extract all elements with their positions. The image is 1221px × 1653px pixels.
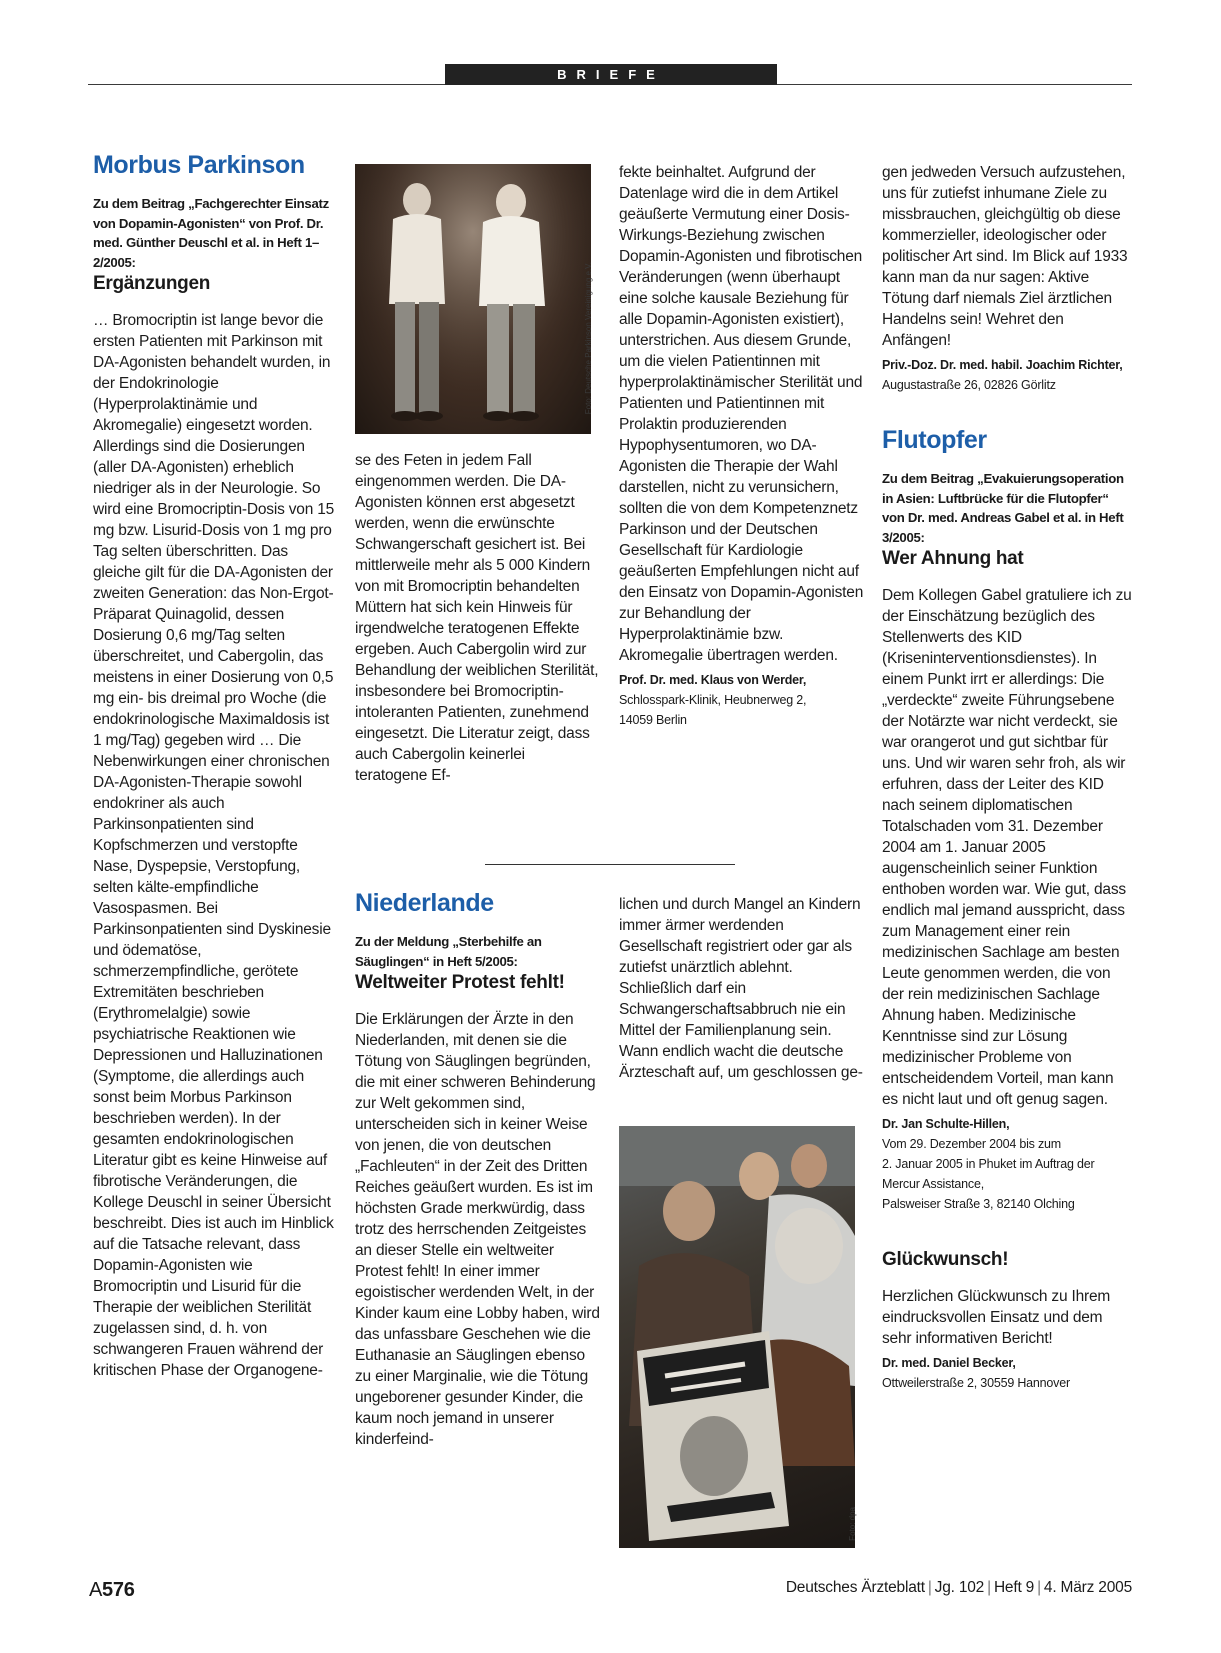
page-number: [89, 1579, 135, 1602]
column-1: [93, 150, 336, 1381]
photo-credit: Foto: Deutsche Parkinson Vereinigung e.V.: [584, 262, 593, 415]
letter-body-continued: se des Feten in jedem Fall eingenommen werden. Die DA-Agonisten können erst abgesetzt werden, wenn die erwünschte Schwangerschaft gesichert ist. Bei mittlerweile mehr als 5 000 Kindern von mit Bromocriptin behandelten Müttern hat sich kein Hinweis für irgendwelche teratogenen Effekte ergeben. Auch Cabergolin wird zur Behandlung der weiblichen Sterilität, insbesondere bei Bromocriptin-intoleranten Patienten, zunehmend eingesetzt. Die Literatur zeigt, dass auch Cabergolin keinerlei teratogene Ef-: [355, 452, 599, 784]
topic-heading-parkinson: Morbus Parkinson: [93, 151, 305, 179]
column-2-lower: [355, 888, 601, 1450]
signature-line: Mercur Assistance,: [882, 1177, 984, 1191]
article-reference: Zu dem Beitrag „Fachgerechter Einsatz von Dopamin-Agonisten“ von Prof. Dr. med. Günther Deuschl et al. in Heft 1–2/2005:: [93, 196, 329, 270]
column-3-lower: [619, 894, 865, 1083]
signature-address: Augustastraße 26, 02826 Görlitz: [882, 378, 1056, 392]
column-4: [882, 162, 1132, 1393]
photo-parkinson-patients: [355, 164, 591, 434]
photo-credit: Foto: dpa: [848, 1507, 857, 1541]
signature-address: Ottweilerstraße 2, 30559 Hannover: [882, 1376, 1070, 1390]
signature-name: Dr. Jan Schulte-Hillen,: [882, 1117, 1010, 1131]
signature-name: Dr. med. Daniel Becker,: [882, 1356, 1016, 1370]
letter-title: Ergänzungen: [93, 273, 211, 294]
letter-title: Weltweiter Protest fehlt!: [355, 972, 565, 993]
letter-body-continued: lichen und durch Mangel an Kindern immer ärmer werdenden Gesellschaft registriert oder gar als zutiefst unärztlich ablehnt. Schließlich darf ein Schwangerschaftsabbruch nie ein Mittel der Familienplanung sein. Wann endlich wacht die deutsche Ärzteschaft auf, um geschlossen ge-: [619, 896, 863, 1081]
letter-body-continued: fekte beinhaltet. Aufgrund der Datenlage wird die in dem Artikel geäußerte Vermutung einer Dosis-Wirkungs-Beziehung zwischen Dopamin-Agonisten und fibrotischen Veränderungen (wenn überhaupt eine solche kausale Beziehung für alle Dopamin-Agonisten existiert), unterstrichen. Aus diesem Grunde, um die vielen Patientinnen mit hyperprolaktinämischer Sterilität und Patienten und Patientinnen mit Prolaktin produzierenden Hypophysentumoren, wo DA-Agonisten die Therapie der Wahl darstellen, nicht zu verunsichern, sollten die von dem Kompetenznetz Parkinson und der Deutschen Gesellschaft für Kardiologie geäußerten Empfehlungen nicht auf den Einsatz von Dopamin-Agonisten zur Behandlung der Hyperprolaktinämie bzw. Akromegalie übertragen werden.: [619, 164, 864, 664]
journal-line: [786, 1579, 1132, 1597]
signature-name: Prof. Dr. med. Klaus von Werder,: [619, 673, 807, 687]
signature-name: Priv.-Doz. Dr. med. habil. Joachim Richter,: [882, 358, 1123, 372]
section-divider: [485, 864, 735, 865]
folio-number: 576: [102, 1579, 135, 1601]
separator: |: [927, 1579, 932, 1596]
journal-date: 4. März 2005: [1043, 1579, 1132, 1596]
signature-block: [619, 670, 865, 730]
article-reference: Zu dem Beitrag „Evakuierungsoperation in Asien: Luftbrücke für die Flutopfer“ von Dr. med. Andreas Gabel et al. in Heft 3/2005:: [882, 471, 1124, 545]
section-label: BRIEFE: [445, 64, 777, 85]
signature-block: [882, 355, 1132, 395]
signature-address: Schlosspark-Klinik, Heubnerweg 2,: [619, 693, 807, 707]
separator: |: [1037, 1579, 1041, 1596]
letter-body: Herzlichen Glückwunsch zu Ihrem eindrucksvollen Einsatz und dem sehr informativen Bericht!: [882, 1288, 1111, 1347]
photo-protest: [619, 1126, 855, 1548]
photo-illustration: [355, 164, 591, 434]
letter-body: Dem Kollegen Gabel gratuliere ich zu der Einschätzung bezüglich des Stellenwerts des KID (Kriseninterventionsdienstes). In einem Punkt irrt er allerdings: Die „verdeckte“ zweite Führungsebene der Notärzte war nicht verdeckt, sie war orangerot und gut sichtbar für uns. Und wir waren sehr froh, als wir erfuhren, dass der Leiter des KID nach seinem diplomatischen Totalschaden vom 31. Dezember 2004 am 1. Januar 2005 augenscheinlich seiner Funktion enthoben worden war. Wie gut, dass endlich mal jemand ausspricht, dass zum Management einer rein medizinischen Sachlage am besten Leute genommen werden, die von der rein medizinischen Sachlage Ahnung haben. Medizinische Kenntnisse sind zur Lösung medizinischer Probleme von entscheidendem Vorteil, man kann es nicht laut und oft genug sagen.: [882, 587, 1132, 1108]
letter-body-continued: gen jedweden Versuch aufzustehen, uns für zutiefst inhumane Ziele zu missbrauchen, gleichgültig ob diese kommerzieller, ideologischer oder politischer Art sind. Im Blick auf 1933 kann man da nur sagen: Aktive Tötung darf niemals Ziel ärztlichen Handelns sein! Wehret den Anfängen!: [882, 164, 1128, 349]
signature-line: 2. Januar 2005 in Phuket im Auftrag der: [882, 1157, 1095, 1171]
signature-line: Vom 29. Dezember 2004 bis zum: [882, 1137, 1062, 1151]
letter-body: … Bromocriptin ist lange bevor die ersten Patienten mit Parkinson mit DA-Agonisten behandelt wurden, in der Endokrinologie (Hyperprolaktinämie und Akromegalie) eingesetzt worden. Allerdings sind die Dosierungen (aller DA-Agonisten) erheblich niedriger als in der Neurologie. So wird eine Bromocriptin-Dosis von 15 mg bzw. Lisurid-Dosis von 1 mg pro Tag selten überschritten. Das gleiche gilt für die DA-Agonisten der zweiten Generation: das Non-Ergot-Präparat Quinagolid, dessen Dosierung 0,6 mg/Tag selten überschreitet, und Cabergolin, das meistens in einer Dosierung von 0,5 mg ein- bis dreimal pro Woche (die endokrinologische Maximaldosis ist 1 mg/Tag) gegeben wird … Die Nebenwirkungen einer chronischen DA-Agonisten-Therapie sowohl endokriner als auch Parkinsonpatienten sind Kopfschmerzen und verstopfte Nase, Dyspepsie, Verstopfung, selten kälte-empfindliche Vasospasmen. Bei Parkinsonpatienten sind Dyskinesie und ödematöse, schmerzempfindliche, gerötete Extremitäten beschrieben (Erythromelalgie) sowie psychiatrische Reaktionen wie Depressionen und Halluzinationen (Symptome, die allerdings auch sonst beim Morbus Parkinson beschrieben werden). In der gesamten endokrinologischen Literatur gibt es keine Hinweise auf fibrotische Veränderungen, die Kollege Deuschl in seiner Übersicht beschreibt. Dies ist auch im Hinblick auf die Tatsache relevant, dass Dopamin-Agonisten wie Bromocriptin und Lisurid für die Therapie der weiblichen Sterilität zugelassen sind, d. h. von schwangeren Frauen während der kritischen Phase der Organogene-: [93, 312, 335, 1379]
column-2-upper: [355, 450, 601, 786]
journal-volume: Jg. 102: [934, 1579, 985, 1596]
topic-heading-niederlande: Niederlande: [355, 889, 494, 917]
letter-title: Wer Ahnung hat: [882, 548, 1024, 569]
signature-block: [882, 1114, 1132, 1214]
signature-address: 14059 Berlin: [619, 713, 687, 727]
signature-block: [882, 1353, 1132, 1393]
column-3-upper: [619, 162, 865, 730]
topic-heading-flutopfer: Flutopfer: [882, 426, 987, 454]
journal-name: Deutsches Ärzteblatt: [785, 1579, 925, 1596]
photo-illustration: [619, 1126, 855, 1548]
journal-issue: Heft 9: [993, 1579, 1035, 1596]
separator: |: [987, 1579, 991, 1596]
signature-address: Palsweiser Straße 3, 82140 Olching: [882, 1197, 1075, 1211]
folio-prefix: A: [89, 1579, 103, 1601]
letter-title: Glückwunsch!: [882, 1249, 1009, 1270]
article-reference: Zu der Meldung „Sterbehilfe an Säuglingen“ in Heft 5/2005:: [355, 934, 542, 969]
letter-body: Die Erklärungen der Ärzte in den Niederlanden, mit denen sie die Tötung von Säuglingen begründen, die mit einer schweren Behinderung zur Welt gekommen sind, unterscheiden sich in keiner Weise von jenen, die von deutschen „Fachleuten“ in der Zeit des Dritten Reiches geäußert wurden. Es ist im höchsten Grade merkwürdig, dass trotz des herrschenden Zeitgeistes an dieser Stelle ein weltweiter Protest fehlt! In einer immer egoistischer werdenden Welt, in der Kinder kaum eine Lobby haben, wird das unfassbare Geschehen wie die Euthanasie an Säuglingen ebenso zu einer Marginalie, wie die Tötung ungeborener gesunder Kinder, die kaum noch jemand in unserer kinderfeind-: [355, 1011, 600, 1448]
